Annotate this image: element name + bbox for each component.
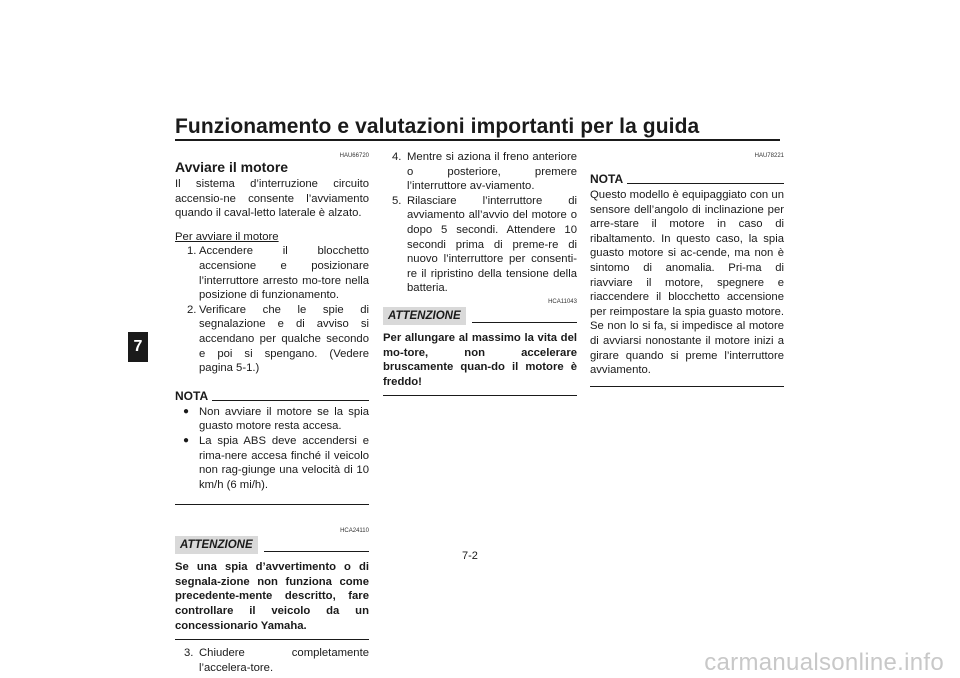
section-heading: Avviare il motore: [175, 159, 289, 175]
bullet-text: Non avviare il motore se la spia guasto motore resta accesa.: [199, 405, 369, 433]
column-1: [175, 150, 369, 675]
step-text: Verificare che le spie di segnalazione e di avviso si accendano per qualche secondo e poi si spengano. (Vedere pagina 5-1.): [199, 303, 369, 375]
step-number: 4.: [392, 151, 402, 163]
page-header-title: Funzionamento e valutazioni importanti per la guida: [175, 115, 700, 138]
intro-paragraph: Il sistema d’interruzione circuito accensio-ne consente l’avviamento quando il caval-letto laterale è alzato.: [175, 178, 369, 220]
caution-badge: ATTENZIONE: [175, 536, 258, 554]
note-bullet-list: [175, 405, 369, 493]
step-text: Accendere il blocchetto accensione e posizionare l’interruttore arresto mo-tore nella posizione di funzionamento.: [199, 245, 369, 302]
watermark: carmanualsonline.info: [704, 649, 944, 676]
header-rule: [175, 139, 780, 141]
note-header: [590, 172, 784, 186]
note-label: NOTA: [175, 388, 209, 403]
note-end-rule: [590, 386, 784, 387]
subheading: Per avviare il motore: [175, 230, 279, 243]
column-3: [590, 150, 784, 387]
caution-end-rule: [175, 639, 369, 640]
step-text: Chiudere completamente l’accelera-tore.: [199, 647, 369, 674]
caution-code: HCA24110: [340, 528, 369, 535]
caution-end-rule: [383, 395, 577, 396]
bullet-icon: ●: [183, 434, 190, 446]
caution-text: Per allungare al massimo la vita del mo-tore, non accelerare bruscamente quan-do il motore è freddo!: [383, 331, 577, 388]
step-text: Rilasciare l’interruttore di avviamento all’avvio del motore o dopo 5 secondi. Attendere 10 secondi prima di preme-re di nuovo l’interruttore per consenti-re il ripristino della tensione della batteria.: [407, 194, 577, 295]
caution-header: [175, 536, 369, 554]
note-end-rule: [175, 504, 369, 505]
list-item: [175, 646, 369, 675]
note-header: [175, 389, 369, 403]
list-item: [175, 244, 369, 302]
column-2: [383, 150, 577, 396]
caution-rule: [472, 322, 577, 323]
caution-badge: ATTENZIONE: [383, 307, 466, 325]
caution-code: HCA11043: [548, 298, 577, 305]
chapter-tab: 7: [128, 332, 148, 362]
list-item: [175, 405, 369, 434]
step-number: 1.: [187, 245, 197, 258]
note-paragraph: Questo modello è equipaggiato con un sensore dell’angolo di inclinazione per arre-stare il motore in caso di ribaltamento. In questo caso, la spia guasto motore si ac-cende, ma non è sintomo di anomalia. Pri-ma di riavviare il motore, spegnere e riaccendere il blocchetto accensione per reimpostare la spia guasto motore. Se non lo si fa, si impedisce al motore di avviarsi nonostante il motore inizi a girare quando si preme l’interruttore avviamento.: [590, 189, 784, 377]
bullet-icon: ●: [183, 405, 190, 417]
step-number: 5.: [392, 194, 402, 207]
list-item: [383, 194, 577, 296]
page-number: 7-2: [462, 550, 478, 562]
caution-rule: [264, 551, 369, 552]
section-code: HAU66720: [339, 153, 369, 159]
start-steps-list: [175, 244, 369, 375]
list-item: [175, 434, 369, 492]
section-code: HAU78221: [754, 153, 784, 159]
start-steps-list-cont: [175, 646, 369, 675]
caution-text: Se una spia d’avvertimento o di segnala-zione non funziona come precedente-mente descritto, fare controllare il veicolo da un concessionario Yamaha.: [175, 561, 369, 632]
note-label: NOTA: [590, 172, 624, 186]
list-item: [383, 150, 577, 194]
list-item: [175, 303, 369, 376]
note-rule: [212, 400, 369, 401]
start-steps-list-2: [383, 150, 577, 296]
step-number: 3.: [184, 647, 194, 660]
note-rule: [627, 183, 784, 184]
step-number: 2.: [187, 303, 197, 316]
caution-header: [383, 307, 577, 325]
bullet-text: La spia ABS deve accendersi e rima-nere accesa finché il veicolo non rag-giunge una velocità di 10 km/h (6 mi/h).: [199, 434, 369, 491]
step-text: Mentre si aziona il freno anteriore o posteriore, premere l’interruttore av-viamento.: [407, 151, 577, 193]
